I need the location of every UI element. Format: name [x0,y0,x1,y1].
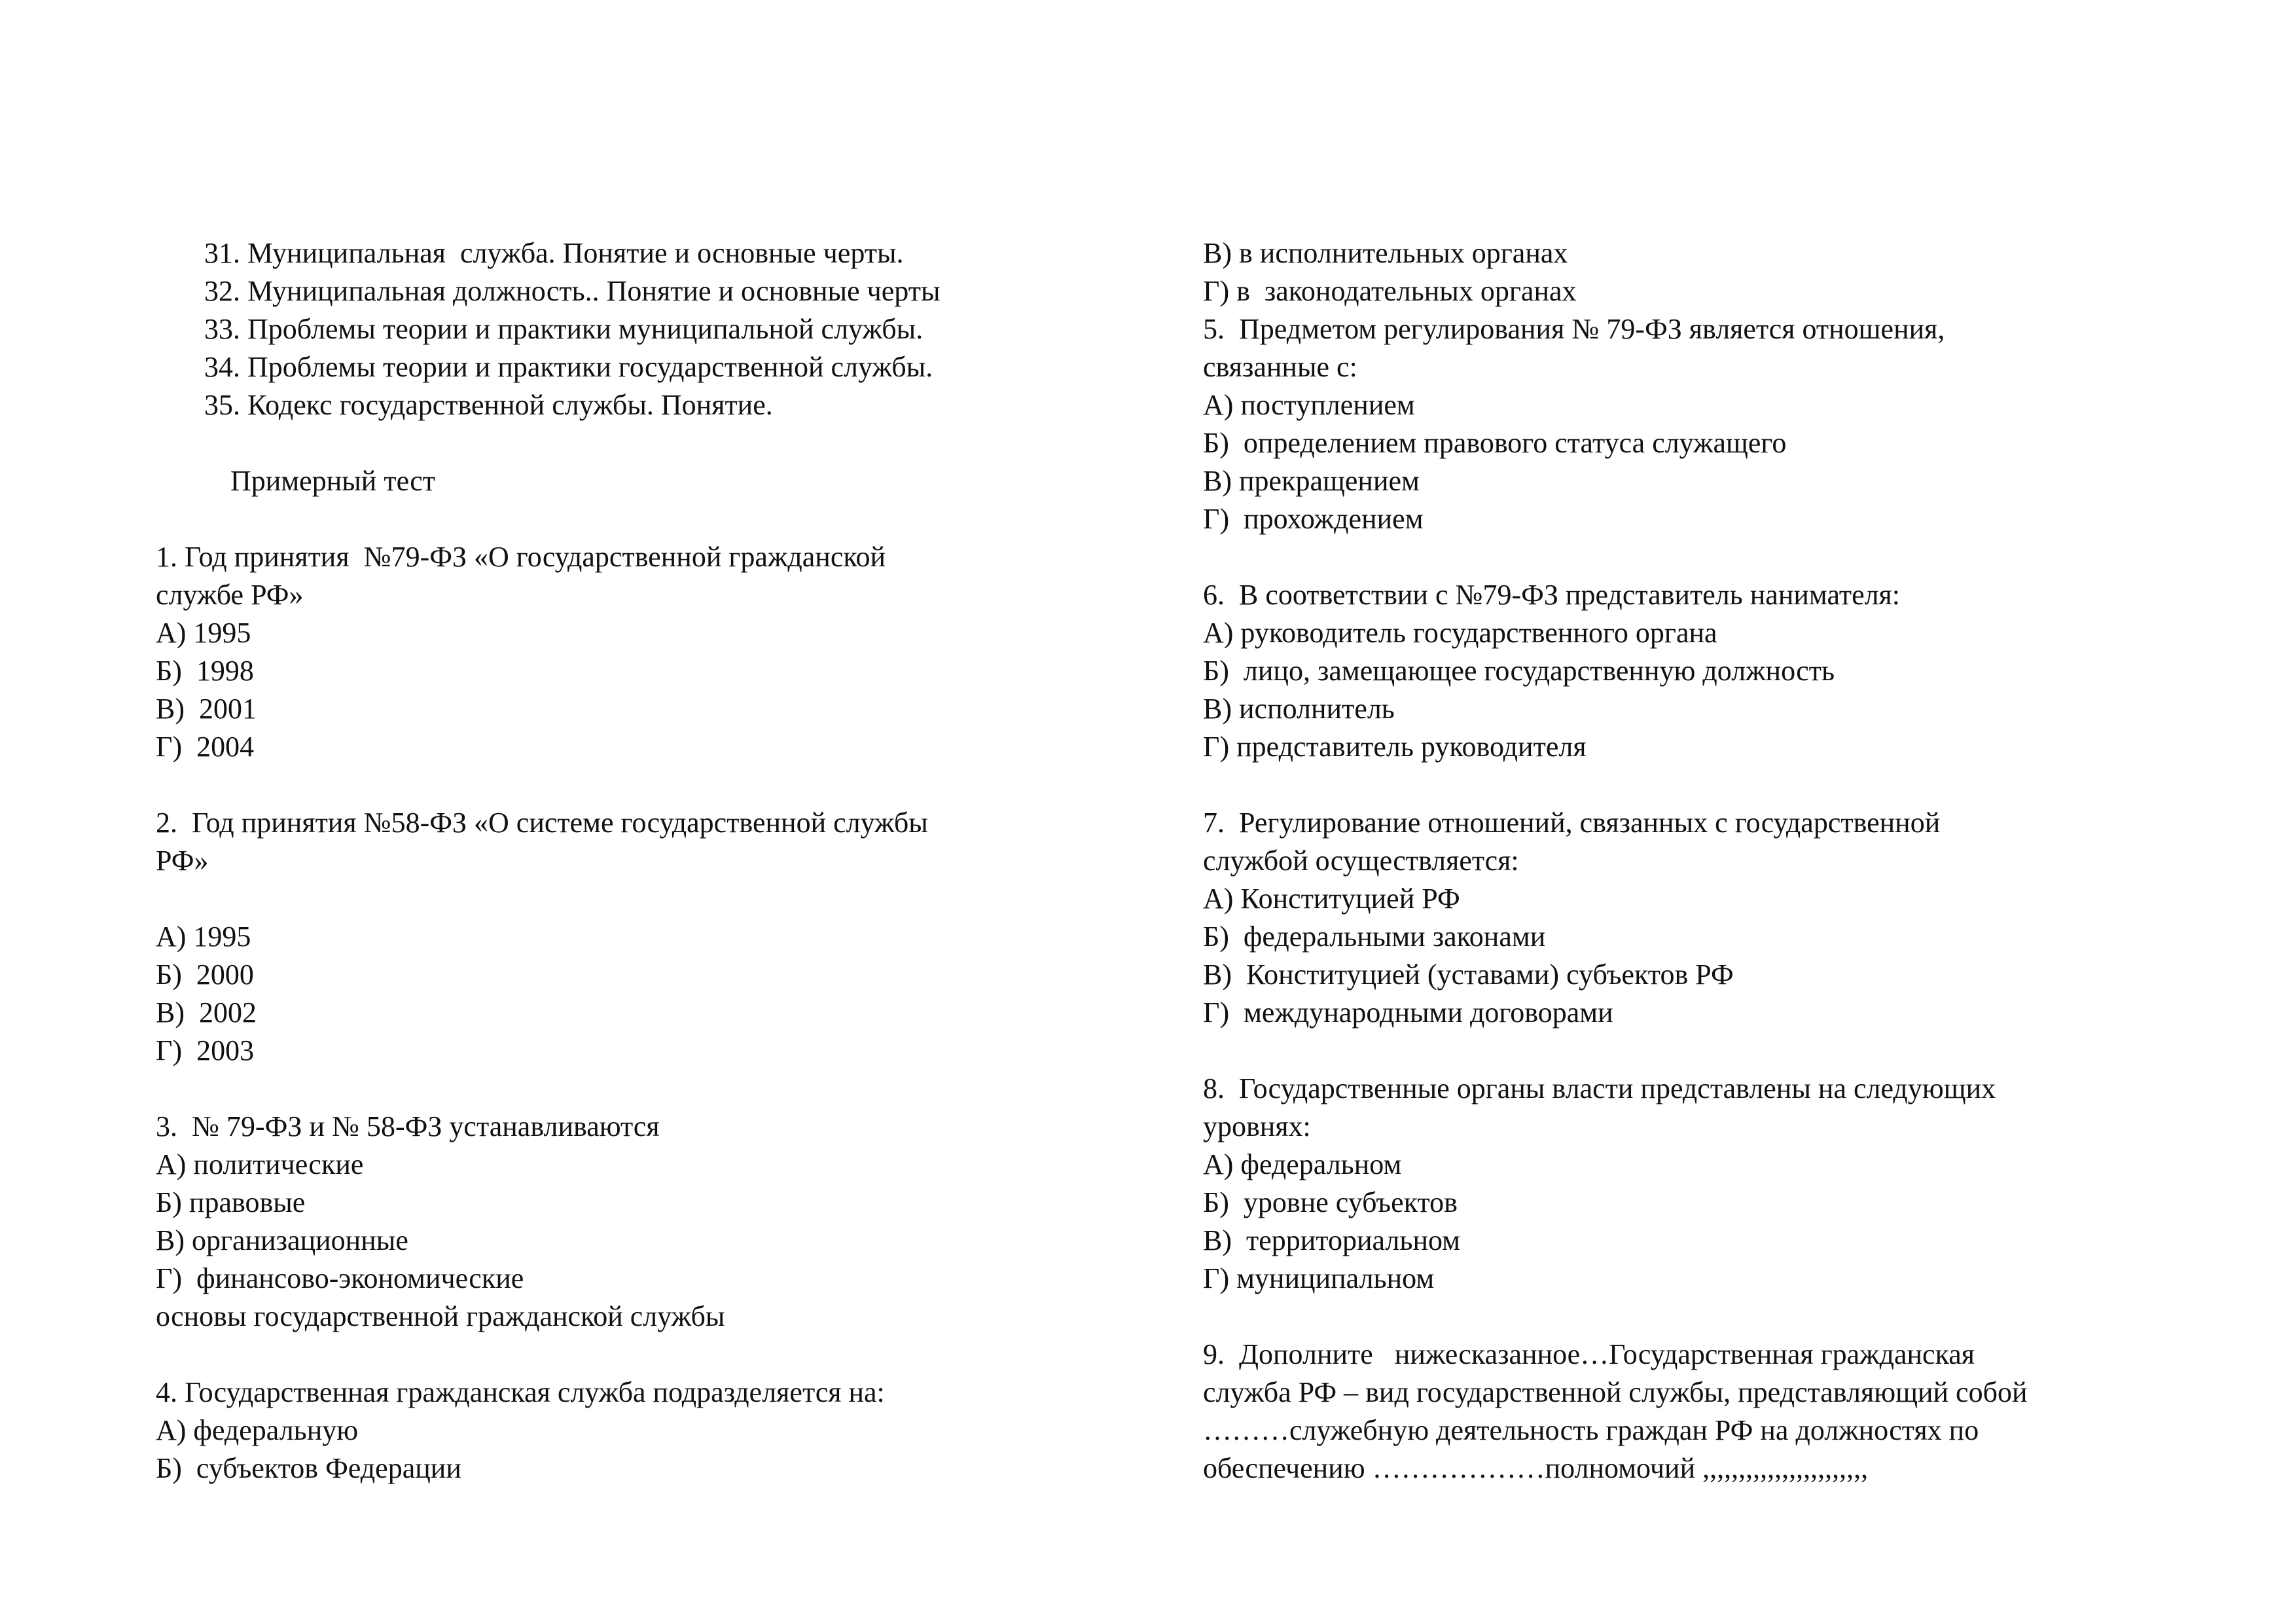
answer-option: А) руководитель государственного органа [1203,617,1717,649]
list-item: 32. Муниципальная должность.. Понятие и основные черты [204,275,941,307]
answer-option: Г) прохождением [1203,503,1424,535]
question-text: основы государственной гражданской службы [156,1300,725,1332]
answer-option: В) территориальном [1203,1224,1460,1256]
answer-option: Г) 2004 [156,731,255,763]
list-item: 31. Муниципальная служба. Понятие и основные черты. [204,237,904,269]
list-item: 33. Проблемы теории и практики муниципальной службы. [204,313,924,345]
answer-option: А) федеральную [156,1414,359,1446]
answer-option: А) Конституцией РФ [1203,883,1460,915]
answer-option: В) Конституцией (уставами) субъектов РФ [1203,958,1734,991]
answer-option: В) организационные [156,1224,408,1256]
question-text: 7. Регулирование отношений, связанных с государственной [1203,807,1941,839]
question-1 [156,538,1151,766]
answer-option: Г) 2003 [156,1034,255,1067]
question-text: обеспечению ………………полномочий ,,,,,,,,,,,,,,,,,,,,,,, [1203,1452,1869,1484]
question-text: ………служебную деятельность граждан РФ на должностях по [1203,1414,1979,1446]
answer-option: В) исполнитель [1203,693,1395,725]
answer-option: В) в исполнительных органах [1203,237,1568,269]
answer-option: В) прекращением [1203,465,1420,497]
question-text: службой осуществляется: [1203,845,1519,877]
answer-option: А) политические [156,1148,364,1180]
answer-option: Б) федеральными законами [1203,921,1546,953]
answer-option: В) 2001 [156,693,257,725]
question-text: 5. Предметом регулирования № 79-ФЗ является отношения, [1203,313,1945,345]
question-text: РФ» [156,845,209,877]
test-heading: Примерный тест [230,465,435,497]
answer-option: А) федеральном [1203,1148,1402,1180]
list-item: 34. Проблемы теории и практики государственной службы. [204,351,933,383]
question-9 [1203,1336,2185,1487]
answer-option: Б) правовые [156,1186,306,1218]
question-text: 6. В соответствии с №79-ФЗ представитель нанимателя: [1203,579,1901,611]
question-text: 3. № 79-ФЗ и № 58-ФЗ устанавливаются [156,1110,660,1142]
left-column [156,234,1151,1487]
question-5 [1203,310,2185,538]
question-2 [156,804,1151,1070]
answer-option: Б) 2000 [156,958,254,991]
question-3 [156,1108,1151,1336]
right-column [1203,234,2185,1487]
answer-option: Г) в законодательных органах [1203,275,1577,307]
question-text: уровнях: [1203,1110,1311,1142]
answer-option: Б) определением правового статуса служащего [1203,427,1787,459]
question-8 [1203,1070,2185,1298]
question-text: связанные с: [1203,351,1357,383]
question-text: 4. Государственная гражданская служба подразделяется на: [156,1376,885,1408]
question-text: служба РФ – вид государственной службы, представляющий собой [1203,1376,2028,1408]
answer-option: Б) уровне субъектов [1203,1186,1458,1218]
topic-list [156,234,1151,424]
question-text: службе РФ» [156,579,304,611]
answer-option: А) поступлением [1203,389,1415,421]
answer-option: А) 1995 [156,921,251,953]
question-4 [156,1374,1151,1487]
list-item: 35. Кодекс государственной службы. Понятие. [204,389,773,421]
question-text: 9. Дополните нижесказанное…Государственная гражданская [1203,1338,1975,1370]
answer-option: Б) 1998 [156,655,254,687]
answer-option: Г) международными договорами [1203,996,1613,1029]
answer-option: Г) финансово-экономические [156,1262,524,1294]
answer-option: Б) субъектов Федерации [156,1452,461,1484]
question-text: 2. Год принятия №58-ФЗ «О системе государственной службы [156,807,928,839]
answer-option: В) 2002 [156,996,257,1029]
question-text: 1. Год принятия №79-ФЗ «О государственной гражданской [156,541,886,573]
question-6 [1203,576,2185,766]
answer-option: Г) муниципальном [1203,1262,1435,1294]
question-4-continued [1203,234,2185,310]
answer-option: Г) представитель руководителя [1203,731,1587,763]
answer-option: Б) лицо, замещающее государственную должность [1203,655,1835,687]
answer-option: А) 1995 [156,617,251,649]
question-text: 8. Государственные органы власти представлены на следующих [1203,1072,1996,1104]
question-7 [1203,804,2185,1032]
